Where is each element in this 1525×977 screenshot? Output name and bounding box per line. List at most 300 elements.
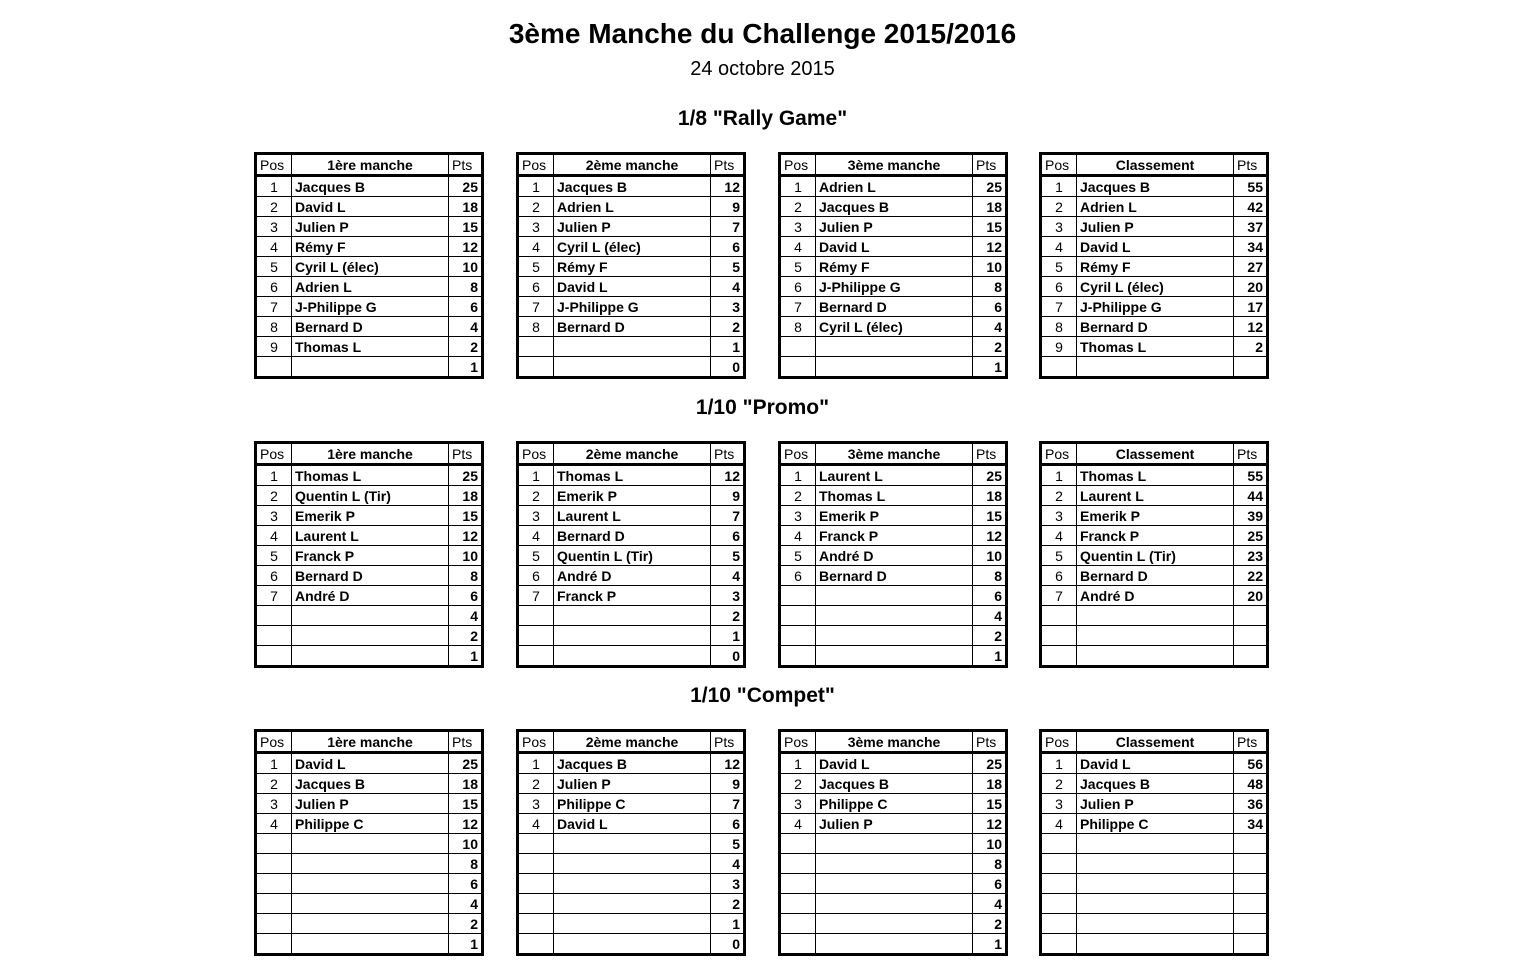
header-pts: Pts [973, 731, 1007, 753]
position-cell: 1 [780, 465, 816, 486]
position-cell: 5 [780, 546, 816, 566]
points-cell: 6 [449, 586, 483, 606]
position-cell: 1 [518, 176, 554, 197]
position-cell: 2 [518, 486, 554, 506]
points-cell: 8 [449, 854, 483, 874]
results-table-classement [1039, 729, 1269, 956]
points-cell: 8 [449, 566, 483, 586]
points-cell: 18 [973, 774, 1007, 794]
points-cell: 6 [449, 874, 483, 894]
points-cell: 36 [1234, 794, 1268, 814]
points-cell: 17 [1234, 297, 1268, 317]
position-cell [256, 894, 292, 914]
position-cell [780, 337, 816, 357]
points-cell: 12 [973, 526, 1007, 546]
driver-name-cell: Bernard D [1077, 317, 1234, 337]
points-cell: 7 [711, 794, 745, 814]
points-cell: 6 [973, 586, 1007, 606]
header-pts: Pts [449, 443, 483, 465]
table-row [1041, 566, 1268, 586]
position-cell: 2 [1041, 774, 1077, 794]
driver-name-cell: David L [816, 753, 973, 774]
position-cell [518, 934, 554, 955]
position-cell: 6 [256, 277, 292, 297]
results-table-manche2 [516, 152, 746, 379]
table-row [518, 894, 745, 914]
position-cell: 2 [256, 486, 292, 506]
position-cell: 3 [780, 794, 816, 814]
position-cell: 2 [518, 774, 554, 794]
table-row [518, 465, 745, 486]
table-row [256, 317, 483, 337]
table-row [518, 606, 745, 626]
driver-name-cell: Julien P [816, 814, 973, 834]
header-title: 3ème manche [816, 731, 973, 753]
points-cell: 55 [1234, 465, 1268, 486]
points-cell: 12 [449, 237, 483, 257]
driver-name-cell: Julien P [292, 794, 449, 814]
driver-name-cell: Franck P [292, 546, 449, 566]
driver-name-cell [554, 357, 711, 378]
position-cell [1041, 914, 1077, 934]
position-cell: 6 [1041, 277, 1077, 297]
driver-name-cell: Franck P [554, 586, 711, 606]
position-cell [518, 646, 554, 667]
position-cell: 7 [1041, 297, 1077, 317]
header-pos: Pos [780, 443, 816, 465]
position-cell [780, 934, 816, 955]
table-row [1041, 176, 1268, 197]
driver-name-cell: Emerik P [292, 506, 449, 526]
header-title: Classement [1077, 154, 1234, 176]
driver-name-cell: Jacques B [554, 176, 711, 197]
table-row [518, 526, 745, 546]
position-cell: 4 [518, 526, 554, 546]
driver-name-cell [816, 337, 973, 357]
points-cell: 10 [973, 834, 1007, 854]
table-row [780, 465, 1007, 486]
table-row [780, 197, 1007, 217]
table-row [1041, 546, 1268, 566]
table-row [518, 337, 745, 357]
table-row [780, 317, 1007, 337]
position-cell: 8 [1041, 317, 1077, 337]
position-cell [518, 337, 554, 357]
points-cell: 2 [711, 317, 745, 337]
driver-name-cell: J-Philippe G [816, 277, 973, 297]
table-row [780, 914, 1007, 934]
driver-name-cell [1077, 854, 1234, 874]
position-cell: 2 [1041, 197, 1077, 217]
driver-name-cell: Julien P [1077, 794, 1234, 814]
table-row [256, 606, 483, 626]
table-row [1041, 914, 1268, 934]
table-row [1041, 237, 1268, 257]
position-cell: 2 [780, 486, 816, 506]
driver-name-cell: Philippe C [292, 814, 449, 834]
position-cell [780, 834, 816, 854]
position-cell: 4 [780, 526, 816, 546]
position-cell [1041, 854, 1077, 874]
table-row [780, 217, 1007, 237]
position-cell: 1 [1041, 465, 1077, 486]
table-row [780, 546, 1007, 566]
points-cell: 56 [1234, 753, 1268, 774]
table-row [518, 854, 745, 874]
position-cell: 1 [256, 465, 292, 486]
header-pts: Pts [973, 154, 1007, 176]
points-cell [1234, 357, 1268, 378]
driver-name-cell: Julien P [292, 217, 449, 237]
header-pts: Pts [711, 731, 745, 753]
driver-name-cell: David L [292, 197, 449, 217]
points-cell: 12 [711, 465, 745, 486]
points-cell: 7 [711, 217, 745, 237]
driver-name-cell [292, 854, 449, 874]
position-cell [780, 874, 816, 894]
table-row [518, 357, 745, 378]
table-row [518, 197, 745, 217]
driver-name-cell: Thomas L [1077, 337, 1234, 357]
header-pts: Pts [1234, 154, 1268, 176]
points-cell: 1 [711, 337, 745, 357]
position-cell [256, 834, 292, 854]
header-pts: Pts [711, 443, 745, 465]
header-title: 3ème manche [816, 154, 973, 176]
points-cell: 6 [449, 297, 483, 317]
points-cell: 2 [973, 337, 1007, 357]
points-cell: 15 [973, 794, 1007, 814]
table-row [780, 277, 1007, 297]
header-pts: Pts [973, 443, 1007, 465]
table-row [256, 626, 483, 646]
table-row [256, 337, 483, 357]
position-cell: 4 [256, 814, 292, 834]
points-cell: 2 [973, 914, 1007, 934]
points-cell: 5 [711, 834, 745, 854]
driver-name-cell: Laurent L [1077, 486, 1234, 506]
table-row [256, 774, 483, 794]
position-cell: 8 [780, 317, 816, 337]
points-cell: 9 [711, 197, 745, 217]
driver-name-cell: Adrien L [816, 176, 973, 197]
points-cell: 4 [449, 317, 483, 337]
table-row [1041, 794, 1268, 814]
driver-name-cell: Thomas L [554, 465, 711, 486]
points-cell: 4 [449, 606, 483, 626]
points-cell: 3 [711, 874, 745, 894]
driver-name-cell: Jacques B [292, 774, 449, 794]
table-row [780, 753, 1007, 774]
driver-name-cell: Quentin L (Tir) [292, 486, 449, 506]
table-row [1041, 337, 1268, 357]
results-table-manche3 [778, 152, 1008, 379]
position-cell: 3 [256, 217, 292, 237]
driver-name-cell: Quentin L (Tir) [554, 546, 711, 566]
points-cell [1234, 606, 1268, 626]
points-cell: 34 [1234, 237, 1268, 257]
points-cell: 18 [449, 486, 483, 506]
driver-name-cell: Thomas L [292, 337, 449, 357]
points-cell: 10 [449, 257, 483, 277]
header-pos: Pos [780, 154, 816, 176]
header-title: 2ème manche [554, 154, 711, 176]
position-cell: 5 [1041, 546, 1077, 566]
section-title: 1/10 "Promo" [695, 396, 830, 419]
points-cell: 15 [973, 506, 1007, 526]
points-cell: 4 [449, 894, 483, 914]
driver-name-cell: Jacques B [816, 774, 973, 794]
table-row [780, 874, 1007, 894]
table-row [1041, 506, 1268, 526]
driver-name-cell [554, 337, 711, 357]
position-cell [780, 646, 816, 667]
position-cell: 3 [1041, 794, 1077, 814]
header-pos: Pos [1041, 731, 1077, 753]
points-cell: 4 [973, 894, 1007, 914]
driver-name-cell [292, 894, 449, 914]
table-row [780, 774, 1007, 794]
driver-name-cell [816, 834, 973, 854]
points-cell: 3 [711, 586, 745, 606]
position-cell: 4 [1041, 237, 1077, 257]
position-cell [780, 626, 816, 646]
position-cell: 2 [780, 197, 816, 217]
driver-name-cell [1077, 914, 1234, 934]
position-cell: 5 [256, 546, 292, 566]
driver-name-cell [554, 914, 711, 934]
points-cell: 9 [711, 774, 745, 794]
table-header-row [518, 443, 745, 465]
points-cell: 0 [711, 646, 745, 667]
table-row [1041, 753, 1268, 774]
page-title: 3ème Manche du Challenge 2015/2016 [508, 18, 1017, 49]
driver-name-cell: Bernard D [816, 297, 973, 317]
points-cell: 12 [711, 753, 745, 774]
points-cell: 15 [449, 217, 483, 237]
header-title: 1ère manche [292, 443, 449, 465]
position-cell: 2 [1041, 486, 1077, 506]
position-cell [256, 646, 292, 667]
position-cell: 3 [780, 217, 816, 237]
driver-name-cell: David L [554, 814, 711, 834]
table-row [518, 586, 745, 606]
points-cell [1234, 646, 1268, 667]
driver-name-cell [1077, 934, 1234, 955]
driver-name-cell: Philippe C [554, 794, 711, 814]
points-cell: 6 [711, 237, 745, 257]
points-cell: 0 [711, 357, 745, 378]
table-row [1041, 586, 1268, 606]
driver-name-cell [1077, 357, 1234, 378]
driver-name-cell: Jacques B [1077, 176, 1234, 197]
driver-name-cell: André D [1077, 586, 1234, 606]
section-title: 1/10 "Compet" [690, 684, 835, 707]
points-cell [1234, 834, 1268, 854]
position-cell: 9 [1041, 337, 1077, 357]
table-row [780, 257, 1007, 277]
position-cell: 7 [256, 297, 292, 317]
driver-name-cell: Julien P [816, 217, 973, 237]
table-row [1041, 606, 1268, 626]
table-row [780, 297, 1007, 317]
points-cell: 4 [973, 606, 1007, 626]
position-cell [780, 914, 816, 934]
points-cell: 10 [973, 546, 1007, 566]
driver-name-cell: Cyril L (élec) [1077, 277, 1234, 297]
driver-name-cell [554, 606, 711, 626]
results-table-manche1 [254, 152, 484, 379]
position-cell [518, 626, 554, 646]
table-row [518, 566, 745, 586]
driver-name-cell: Julien P [554, 774, 711, 794]
table-row [780, 586, 1007, 606]
table-row [518, 934, 745, 955]
table-row [1041, 774, 1268, 794]
table-row [1041, 486, 1268, 506]
driver-name-cell: Adrien L [554, 197, 711, 217]
table-row [1041, 257, 1268, 277]
position-cell: 2 [256, 197, 292, 217]
points-cell: 34 [1234, 814, 1268, 834]
points-cell: 27 [1234, 257, 1268, 277]
table-row [256, 934, 483, 955]
position-cell: 3 [518, 794, 554, 814]
position-cell [780, 606, 816, 626]
points-cell: 39 [1234, 506, 1268, 526]
position-cell: 8 [518, 317, 554, 337]
driver-name-cell: Laurent L [292, 526, 449, 546]
table-row [1041, 465, 1268, 486]
points-cell: 37 [1234, 217, 1268, 237]
table-row [1041, 297, 1268, 317]
position-cell: 7 [780, 297, 816, 317]
points-cell: 18 [973, 486, 1007, 506]
table-row [518, 277, 745, 297]
points-cell [1234, 894, 1268, 914]
position-cell: 9 [256, 337, 292, 357]
table-row [1041, 217, 1268, 237]
driver-name-cell [292, 934, 449, 955]
position-cell [256, 914, 292, 934]
driver-name-cell: Thomas L [816, 486, 973, 506]
header-pos: Pos [1041, 443, 1077, 465]
position-cell [1041, 874, 1077, 894]
table-row [1041, 894, 1268, 914]
table-row [518, 297, 745, 317]
points-cell: 6 [973, 874, 1007, 894]
position-cell: 2 [780, 774, 816, 794]
table-row [780, 176, 1007, 197]
driver-name-cell: Jacques B [292, 176, 449, 197]
position-cell [518, 606, 554, 626]
driver-name-cell: Jacques B [554, 753, 711, 774]
table-row [518, 774, 745, 794]
position-cell [1041, 606, 1077, 626]
driver-name-cell: Philippe C [816, 794, 973, 814]
points-cell: 25 [449, 176, 483, 197]
position-cell: 2 [518, 197, 554, 217]
driver-name-cell: Jacques B [1077, 774, 1234, 794]
driver-name-cell: Rémy F [816, 257, 973, 277]
position-cell: 7 [1041, 586, 1077, 606]
driver-name-cell [816, 854, 973, 874]
driver-name-cell [1077, 606, 1234, 626]
table-row [1041, 357, 1268, 378]
table-row [518, 506, 745, 526]
table-row [256, 794, 483, 814]
position-cell: 6 [518, 277, 554, 297]
driver-name-cell: David L [1077, 237, 1234, 257]
driver-name-cell: David L [554, 277, 711, 297]
results-table-classement [1039, 152, 1269, 379]
header-title: 1ère manche [292, 154, 449, 176]
driver-name-cell [554, 874, 711, 894]
points-cell: 8 [973, 854, 1007, 874]
table-header-row [256, 443, 483, 465]
table-header-row [780, 731, 1007, 753]
position-cell [1041, 834, 1077, 854]
points-cell: 2 [1234, 337, 1268, 357]
position-cell [1041, 357, 1077, 378]
position-cell [256, 854, 292, 874]
points-cell: 25 [973, 753, 1007, 774]
points-cell: 2 [449, 626, 483, 646]
driver-name-cell: André D [292, 586, 449, 606]
position-cell [256, 934, 292, 955]
points-cell: 25 [973, 176, 1007, 197]
position-cell: 3 [256, 506, 292, 526]
driver-name-cell: Rémy F [554, 257, 711, 277]
driver-name-cell: Thomas L [1077, 465, 1234, 486]
driver-name-cell: J-Philippe G [1077, 297, 1234, 317]
header-title: Classement [1077, 443, 1234, 465]
driver-name-cell: Bernard D [554, 526, 711, 546]
position-cell: 5 [256, 257, 292, 277]
driver-name-cell [1077, 834, 1234, 854]
driver-name-cell: Adrien L [1077, 197, 1234, 217]
position-cell: 3 [256, 794, 292, 814]
driver-name-cell: Julien P [554, 217, 711, 237]
position-cell [1041, 626, 1077, 646]
results-table-manche1 [254, 441, 484, 668]
table-row [518, 753, 745, 774]
position-cell: 1 [518, 465, 554, 486]
driver-name-cell: Laurent L [554, 506, 711, 526]
table-row [780, 894, 1007, 914]
table-row [518, 217, 745, 237]
position-cell [256, 357, 292, 378]
points-cell: 44 [1234, 486, 1268, 506]
table-row [518, 626, 745, 646]
position-cell [780, 586, 816, 606]
header-title: 2ème manche [554, 731, 711, 753]
driver-name-cell: Emerik P [554, 486, 711, 506]
header-pts: Pts [449, 731, 483, 753]
driver-name-cell [816, 357, 973, 378]
table-row [256, 217, 483, 237]
table-header-row [780, 154, 1007, 176]
driver-name-cell [1077, 874, 1234, 894]
table-row [518, 176, 745, 197]
table-row [256, 357, 483, 378]
table-header-row [518, 154, 745, 176]
points-cell [1234, 854, 1268, 874]
table-header-row [256, 154, 483, 176]
points-cell: 7 [711, 506, 745, 526]
table-row [256, 526, 483, 546]
table-row [780, 526, 1007, 546]
